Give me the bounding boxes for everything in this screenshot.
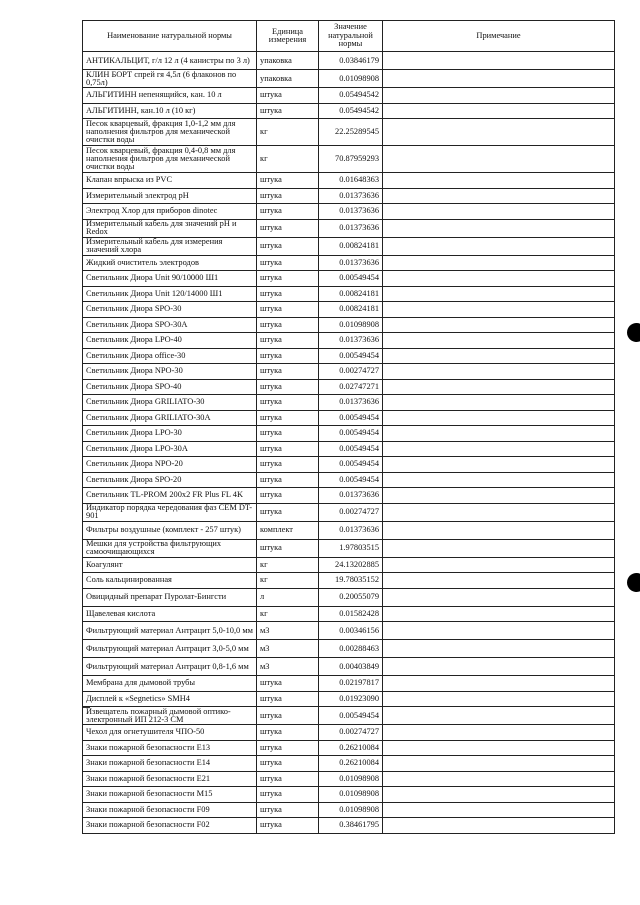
table-row: [83, 488, 615, 504]
cell-unit: штука: [257, 441, 319, 457]
cell-note: [383, 472, 615, 488]
table-row: [83, 557, 615, 573]
cell-unit: штука: [257, 348, 319, 364]
table-row: [83, 219, 615, 237]
cell-note: [383, 640, 615, 658]
cell-note: [383, 103, 615, 119]
cell-value: 0.26210084: [319, 740, 383, 756]
cell-unit: штука: [257, 219, 319, 237]
cell-unit: штука: [257, 302, 319, 318]
cell-note: [383, 317, 615, 333]
table-row: [83, 756, 615, 772]
cell-note: [383, 691, 615, 707]
cell-name: Измерительный кабель для значений pH и Redox: [83, 219, 257, 237]
cell-note: [383, 756, 615, 772]
cell-name: Светильник Диора NPO-30: [83, 364, 257, 380]
cell-name: Знаки пожарной безопасности Е13: [83, 740, 257, 756]
table-row: [83, 426, 615, 442]
cell-value: 70.87959293: [319, 146, 383, 173]
cell-value: 0.01098908: [319, 317, 383, 333]
cell-name: Фильтрующий материал Антрацит 3,0-5,0 мм: [83, 640, 257, 658]
cell-unit: штука: [257, 818, 319, 834]
table-row: [83, 395, 615, 411]
table-row: [83, 103, 615, 119]
table-row: [83, 707, 615, 725]
cell-value: 0.00549454: [319, 457, 383, 473]
table-row: [83, 802, 615, 818]
cell-value: 0.01098908: [319, 787, 383, 803]
table-row: [83, 640, 615, 658]
cell-value: 0.01373636: [319, 255, 383, 271]
cell-name: Мешки для устройства фильтрующих самоочищающихся: [83, 539, 257, 557]
cell-value: 0.01098908: [319, 70, 383, 88]
table-row: [83, 573, 615, 589]
cell-value: 1.97803515: [319, 539, 383, 557]
cell-unit: м3: [257, 658, 319, 676]
cell-value: 24.13202885: [319, 557, 383, 573]
cell-name: Светильник Диора Unit 120/14000 Ш1: [83, 286, 257, 302]
cell-unit: штука: [257, 457, 319, 473]
cell-note: [383, 441, 615, 457]
cell-value: 0.03846179: [319, 52, 383, 70]
cell-note: [383, 237, 615, 255]
cell-value: 0.01373636: [319, 395, 383, 411]
cell-unit: штука: [257, 333, 319, 349]
cell-name: Песок кварцевый, фракция 1,0-1,2 мм для наполнения фильтров для механической очистки воды: [83, 119, 257, 146]
cell-note: [383, 70, 615, 88]
cell-note: [383, 539, 615, 557]
cell-value: 0.01923090: [319, 691, 383, 707]
cell-note: [383, 119, 615, 146]
cell-name: Щавелевая кислота: [83, 606, 257, 622]
cell-name: Светильник Диора SPO-20: [83, 472, 257, 488]
table-body: [83, 52, 615, 834]
cell-name: Фильтрующий материал Антрацит 5,0-10,0 мм: [83, 622, 257, 640]
table-row: [83, 606, 615, 622]
cell-name: Жидкий очиститель электродов: [83, 255, 257, 271]
table-row: [83, 204, 615, 220]
cell-value: 0.00274727: [319, 503, 383, 521]
cell-value: 0.01373636: [319, 521, 383, 539]
table-row: [83, 364, 615, 380]
cell-unit: комплект: [257, 521, 319, 539]
cell-name: Фильтрующий материал Антрацит 0,8-1,6 мм: [83, 658, 257, 676]
cell-note: [383, 818, 615, 834]
cell-note: [383, 348, 615, 364]
cell-note: [383, 333, 615, 349]
cell-name: Коагулянт: [83, 557, 257, 573]
cell-value: 0.00288463: [319, 640, 383, 658]
cell-name: Дисплей к «Segnetics» SMH4: [83, 691, 257, 707]
table-row: [83, 818, 615, 834]
cell-note: [383, 188, 615, 204]
cell-unit: штука: [257, 691, 319, 707]
cell-name: Светильник TL-PROM 200х2 FR Plus FL 4K: [83, 488, 257, 504]
cell-note: [383, 173, 615, 189]
margin-mark: [83, 707, 90, 708]
table-row: [83, 70, 615, 88]
cell-value: 0.38461795: [319, 818, 383, 834]
cell-unit: штука: [257, 410, 319, 426]
cell-unit: штука: [257, 539, 319, 557]
cell-note: [383, 395, 615, 411]
cell-value: 0.01582428: [319, 606, 383, 622]
cell-name: Светильник Диора LPO-30A: [83, 441, 257, 457]
table-row: [83, 317, 615, 333]
table-row: [83, 379, 615, 395]
table-row: [83, 302, 615, 318]
cell-name: Знаки пожарной безопасности Е21: [83, 771, 257, 787]
cell-unit: м3: [257, 640, 319, 658]
cell-name: Чехол для огнетушителя ЧПО-50: [83, 725, 257, 741]
cell-name: Светильник Диора GRILIATO-30A: [83, 410, 257, 426]
cell-value: 0.00824181: [319, 302, 383, 318]
hole-punch-mark: [627, 573, 640, 592]
cell-unit: штука: [257, 88, 319, 104]
cell-value: 0.01098908: [319, 802, 383, 818]
cell-name: Извещатель пожарный дымовой оптико-электронный ИП 212-3 СМ: [83, 707, 257, 725]
cell-name: Клапан впрыска из PVC: [83, 173, 257, 189]
cell-name: Фильтры воздушные (комплект - 257 штук): [83, 521, 257, 539]
cell-note: [383, 725, 615, 741]
cell-note: [383, 802, 615, 818]
cell-name: Светильник Диора SPO-40: [83, 379, 257, 395]
cell-note: [383, 503, 615, 521]
header-value: Значение натуральной нормы: [319, 21, 383, 52]
cell-note: [383, 771, 615, 787]
table-row: [83, 348, 615, 364]
cell-unit: штука: [257, 740, 319, 756]
cell-note: [383, 52, 615, 70]
cell-name: Знаки пожарной безопасности М15: [83, 787, 257, 803]
cell-unit: штука: [257, 271, 319, 287]
table-row: [83, 521, 615, 539]
cell-name: Светильник Диора office-30: [83, 348, 257, 364]
cell-unit: штука: [257, 707, 319, 725]
cell-unit: упаковка: [257, 52, 319, 70]
cell-note: [383, 787, 615, 803]
cell-unit: штука: [257, 503, 319, 521]
cell-name: Измерительный кабель для измерения значений хлора: [83, 237, 257, 255]
table-row: [83, 441, 615, 457]
table-row: [83, 237, 615, 255]
cell-value: 0.01373636: [319, 333, 383, 349]
cell-unit: штука: [257, 188, 319, 204]
cell-name: Мембрана для дымовой трубы: [83, 676, 257, 692]
cell-value: 0.00824181: [319, 237, 383, 255]
hole-punch-mark: [627, 323, 640, 342]
cell-value: 19.78035152: [319, 573, 383, 589]
cell-value: 0.00549454: [319, 271, 383, 287]
cell-value: 0.00274727: [319, 364, 383, 380]
cell-value: 0.01373636: [319, 188, 383, 204]
table-row: [83, 691, 615, 707]
header-name: Наименование натуральной нормы: [83, 21, 257, 52]
table-row: [83, 771, 615, 787]
cell-name: Электрод Хлор для приборов dinotec: [83, 204, 257, 220]
cell-value: 0.01373636: [319, 219, 383, 237]
table-row: [83, 503, 615, 521]
cell-unit: штука: [257, 379, 319, 395]
cell-note: [383, 410, 615, 426]
header-unit: Единица измерения: [257, 21, 319, 52]
cell-value: 22.25289545: [319, 119, 383, 146]
cell-unit: штука: [257, 317, 319, 333]
table-row: [83, 740, 615, 756]
cell-unit: штука: [257, 756, 319, 772]
table-row: [83, 725, 615, 741]
cell-value: 0.26210084: [319, 756, 383, 772]
cell-value: 0.00549454: [319, 707, 383, 725]
cell-note: [383, 488, 615, 504]
cell-value: 0.20055079: [319, 588, 383, 606]
cell-value: 0.00346156: [319, 622, 383, 640]
cell-note: [383, 521, 615, 539]
cell-note: [383, 255, 615, 271]
table-row: [83, 622, 615, 640]
cell-note: [383, 557, 615, 573]
cell-unit: штука: [257, 676, 319, 692]
cell-note: [383, 588, 615, 606]
cell-note: [383, 286, 615, 302]
cell-name: Знаки пожарной безопасности F09: [83, 802, 257, 818]
table-row: [83, 52, 615, 70]
cell-value: 0.00549454: [319, 410, 383, 426]
cell-value: 0.00403849: [319, 658, 383, 676]
cell-note: [383, 426, 615, 442]
cell-unit: л: [257, 588, 319, 606]
cell-value: 0.02747271: [319, 379, 383, 395]
cell-unit: штука: [257, 787, 319, 803]
cell-value: 0.01098908: [319, 771, 383, 787]
cell-name: Индикатор порядка чередования фаз СЕМ DT-901: [83, 503, 257, 521]
table-row: [83, 787, 615, 803]
cell-name: Светильник Диора LPO-40: [83, 333, 257, 349]
cell-unit: штука: [257, 771, 319, 787]
cell-name: Измерительный электрод pH: [83, 188, 257, 204]
cell-note: [383, 606, 615, 622]
cell-note: [383, 707, 615, 725]
cell-note: [383, 740, 615, 756]
cell-name: Светильник Диора GRILIATO-30: [83, 395, 257, 411]
cell-value: 0.05494542: [319, 103, 383, 119]
cell-note: [383, 573, 615, 589]
table-row: [83, 472, 615, 488]
cell-name: Знаки пожарной безопасности Е14: [83, 756, 257, 772]
table-row: [83, 539, 615, 557]
cell-unit: штука: [257, 204, 319, 220]
cell-name: Светильник Диора Unit 90/10000 Ш1: [83, 271, 257, 287]
table-row: [83, 588, 615, 606]
cell-name: Светильник Диора NPO-20: [83, 457, 257, 473]
cell-unit: штука: [257, 286, 319, 302]
cell-unit: штука: [257, 173, 319, 189]
cell-value: 0.01648363: [319, 173, 383, 189]
table-row: [83, 188, 615, 204]
cell-note: [383, 219, 615, 237]
cell-value: 0.00549454: [319, 426, 383, 442]
cell-note: [383, 457, 615, 473]
cell-unit: штука: [257, 426, 319, 442]
table-row: [83, 286, 615, 302]
cell-value: 0.00274727: [319, 725, 383, 741]
cell-name: АНТИКАЛЬЦИТ, г/л 12 л (4 канистры по 3 л): [83, 52, 257, 70]
cell-name: АЛЬГИТИНН, кан.10 л (10 кг): [83, 103, 257, 119]
table-row: [83, 457, 615, 473]
table-row: [83, 119, 615, 146]
header-note: Примечание: [383, 21, 615, 52]
cell-name: АЛЬГИТИНН непенящийся, кан. 10 л: [83, 88, 257, 104]
table-row: [83, 658, 615, 676]
cell-unit: кг: [257, 573, 319, 589]
cell-unit: упаковка: [257, 70, 319, 88]
cell-note: [383, 271, 615, 287]
cell-unit: штука: [257, 488, 319, 504]
cell-unit: штука: [257, 395, 319, 411]
table-row: [83, 173, 615, 189]
norms-table: [82, 20, 615, 834]
cell-name: Песок кварцевый, фракция 0,4-0,8 мм для наполнения фильтров для механической очистки воды: [83, 146, 257, 173]
cell-note: [383, 676, 615, 692]
cell-note: [383, 658, 615, 676]
cell-note: [383, 88, 615, 104]
cell-unit: кг: [257, 606, 319, 622]
table-row: [83, 88, 615, 104]
cell-name: Светильник Диора SPO-30: [83, 302, 257, 318]
cell-unit: штука: [257, 802, 319, 818]
cell-name: КЛИН БОРТ спрей гя 4,5л (6 флаконов по 0,75л): [83, 70, 257, 88]
cell-unit: штука: [257, 725, 319, 741]
cell-value: 0.02197817: [319, 676, 383, 692]
cell-unit: кг: [257, 119, 319, 146]
cell-unit: штука: [257, 103, 319, 119]
cell-name: Светильник Диора LPO-30: [83, 426, 257, 442]
table-row: [83, 333, 615, 349]
cell-unit: м3: [257, 622, 319, 640]
cell-name: Соль кальцинированная: [83, 573, 257, 589]
table-header-row: [83, 21, 615, 52]
cell-unit: кг: [257, 146, 319, 173]
cell-value: 0.00824181: [319, 286, 383, 302]
cell-name: Светильник Диора SPO-30A: [83, 317, 257, 333]
table-row: [83, 410, 615, 426]
table-row: [83, 676, 615, 692]
table-row: [83, 146, 615, 173]
cell-value: 0.01373636: [319, 204, 383, 220]
cell-note: [383, 146, 615, 173]
cell-note: [383, 204, 615, 220]
cell-value: 0.00549454: [319, 348, 383, 364]
cell-unit: штука: [257, 255, 319, 271]
cell-note: [383, 364, 615, 380]
cell-name: Овицидный препарат Пуролат-Бингсти: [83, 588, 257, 606]
cell-value: 0.05494542: [319, 88, 383, 104]
cell-unit: штука: [257, 237, 319, 255]
cell-note: [383, 622, 615, 640]
cell-value: 0.01373636: [319, 488, 383, 504]
table-row: [83, 271, 615, 287]
cell-name: Знаки пожарной безопасности F02: [83, 818, 257, 834]
cell-unit: штука: [257, 364, 319, 380]
cell-unit: штука: [257, 472, 319, 488]
table-row: [83, 255, 615, 271]
cell-value: 0.00549454: [319, 472, 383, 488]
cell-note: [383, 302, 615, 318]
cell-unit: кг: [257, 557, 319, 573]
cell-note: [383, 379, 615, 395]
cell-value: 0.00549454: [319, 441, 383, 457]
